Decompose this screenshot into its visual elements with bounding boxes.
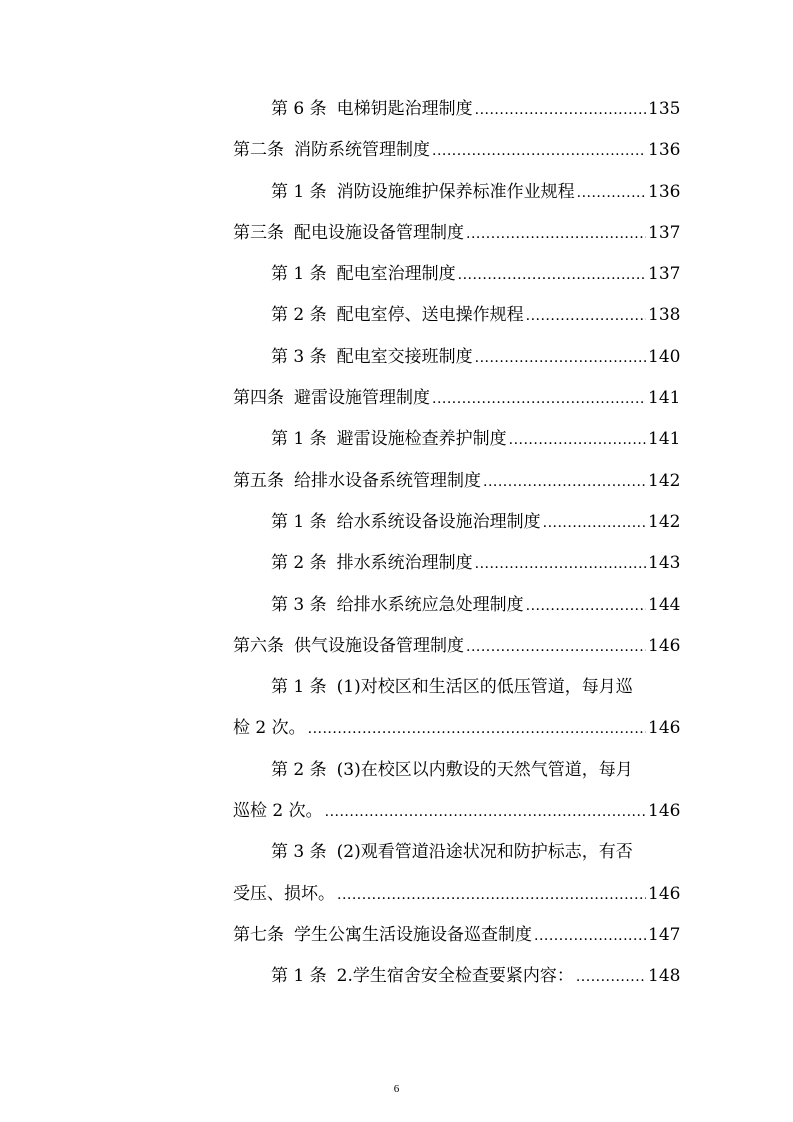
- toc-entry-continuation[interactable]: [233, 708, 681, 749]
- toc-entry-number: 第 2 条: [271, 553, 327, 574]
- toc-entry-page: 140: [648, 346, 681, 367]
- toc-entry-number: 第七条: [233, 924, 284, 945]
- toc-entry-number: 第 6 条: [271, 99, 327, 119]
- toc-entry[interactable]: [233, 130, 681, 171]
- toc-entry-number: 第 3 条: [271, 842, 327, 863]
- toc-entry-title: (2)观看管道沿途状况和防护标志，有否: [336, 842, 633, 863]
- toc-entry-page: 143: [648, 553, 681, 574]
- toc-entry-page: 146: [648, 718, 681, 739]
- dot-leader: [432, 131, 646, 172]
- page-number: 6: [393, 1083, 400, 1095]
- toc-entry-page: 141: [648, 429, 681, 450]
- toc-entry-title: 2.学生宿舍安全检查要紧内容：: [336, 966, 574, 987]
- toc-entry-number: 第 1 条: [271, 511, 327, 532]
- table-of-contents: [233, 89, 681, 998]
- toc-entry-first-line[interactable]: [233, 832, 675, 873]
- toc-entry-number: 第 1 条: [271, 181, 327, 202]
- toc-entry-continuation[interactable]: [233, 791, 681, 832]
- toc-entry-number: 第 1 条: [271, 429, 327, 450]
- toc-entry-page: 136: [648, 181, 681, 202]
- toc-entry-number: 第二条: [233, 140, 284, 161]
- dot-leader: [432, 379, 646, 420]
- toc-entry-title: 避雷设施管理制度: [294, 388, 430, 409]
- toc-entry-page: 144: [648, 594, 681, 615]
- toc-entry-number: 第五条: [233, 470, 284, 491]
- toc-entry-number: 第六条: [233, 635, 284, 656]
- dot-leader: [325, 792, 646, 833]
- toc-entry[interactable]: [233, 254, 681, 295]
- toc-entry[interactable]: [233, 213, 681, 254]
- toc-entry-page: 146: [648, 635, 681, 656]
- dot-leader: [337, 875, 646, 916]
- toc-entry[interactable]: [233, 543, 681, 584]
- toc-entry-page: 147: [648, 924, 681, 945]
- dot-leader: [577, 173, 646, 214]
- dot-leader: [543, 503, 646, 544]
- toc-entry-page: 136: [648, 140, 681, 161]
- toc-entry-page: 146: [648, 883, 681, 904]
- toc-entry-number: 第 3 条: [271, 346, 327, 367]
- dot-leader: [483, 462, 646, 503]
- toc-entry-page: 138: [648, 305, 681, 326]
- toc-entry-title: 消防设施维护保养标准作业规程: [336, 181, 575, 202]
- dot-leader: [526, 586, 646, 627]
- toc-entry-title: 配电室停、送电操作规程: [336, 305, 524, 326]
- toc-entry[interactable]: [233, 585, 681, 626]
- toc-entry-title: 排水系统治理制度: [336, 553, 473, 574]
- toc-entry-title: 电梯钥匙治理制度: [336, 99, 473, 119]
- toc-entry[interactable]: [233, 172, 681, 213]
- toc-entry[interactable]: [233, 461, 681, 502]
- toc-entry-number: 第 2 条: [271, 305, 327, 326]
- toc-entry-page: 142: [648, 511, 681, 532]
- toc-entry-title: 配电设施设备管理制度: [294, 222, 464, 243]
- toc-entry-title: 避雷设施检查养护制度: [336, 429, 507, 450]
- toc-entry-number: 第四条: [233, 388, 284, 409]
- toc-entry-title-continued: 检 2 次。: [233, 718, 306, 739]
- toc-entry-number: 第三条: [233, 222, 284, 243]
- toc-entry[interactable]: [233, 89, 681, 130]
- toc-entry-title-continued: 受压、损坏。: [233, 883, 335, 904]
- toc-entry-number: 第 2 条: [271, 759, 327, 780]
- toc-entry-page: 148: [648, 966, 681, 987]
- toc-entry[interactable]: [233, 337, 681, 378]
- toc-entry-title: (3)在校区以内敷设的天然气管道，每月: [336, 759, 633, 780]
- toc-entry[interactable]: [233, 295, 681, 336]
- toc-entry-number: 第 1 条: [271, 966, 327, 987]
- dot-leader: [526, 296, 646, 337]
- toc-entry-title: 学生公寓生活设施设备巡查制度: [294, 924, 532, 945]
- toc-entry[interactable]: [233, 502, 681, 543]
- dot-leader: [475, 544, 646, 585]
- toc-entry-page: 137: [648, 222, 681, 243]
- toc-entry-title-continued: 巡检 2 次。: [233, 801, 323, 822]
- dot-leader: [509, 420, 646, 461]
- toc-entry[interactable]: [233, 956, 681, 997]
- toc-entry-title: 给排水设备系统管理制度: [294, 470, 481, 491]
- dot-leader: [576, 957, 646, 998]
- toc-entry-title: (1)对校区和生活区的低压管道，每月巡: [336, 677, 633, 698]
- dot-leader: [466, 627, 646, 668]
- toc-entry[interactable]: [233, 378, 681, 419]
- dot-leader: [475, 90, 646, 131]
- toc-entry-title: 给水系统设备设施治理制度: [336, 511, 541, 532]
- toc-entry-page: 142: [648, 470, 681, 491]
- toc-entry[interactable]: [233, 915, 681, 956]
- dot-leader: [466, 214, 646, 255]
- dot-leader: [308, 709, 646, 750]
- toc-entry-page: 146: [648, 801, 681, 822]
- dot-leader: [475, 338, 646, 379]
- toc-entry-number: 第 3 条: [271, 594, 327, 615]
- toc-entry-title: 配电室交接班制度: [336, 346, 473, 367]
- toc-entry-title: 供气设施设备管理制度: [294, 635, 464, 656]
- toc-entry[interactable]: [233, 626, 681, 667]
- dot-leader: [534, 916, 646, 957]
- toc-entry[interactable]: [233, 419, 681, 460]
- toc-entry-page: 135: [648, 99, 681, 119]
- toc-entry-page: 141: [648, 388, 681, 409]
- toc-entry-title: 消防系统管理制度: [294, 140, 430, 161]
- toc-entry-continuation[interactable]: [233, 874, 681, 915]
- toc-entry-page: 137: [648, 264, 681, 285]
- toc-entry-number: 第 1 条: [271, 264, 327, 285]
- toc-entry-number: 第 1 条: [271, 677, 327, 698]
- toc-entry-first-line[interactable]: [233, 667, 675, 708]
- toc-entry-title: 给排水系统应急处理制度: [336, 594, 524, 615]
- dot-leader: [458, 255, 646, 296]
- toc-entry-title: 配电室治理制度: [336, 264, 456, 285]
- toc-entry-first-line[interactable]: [233, 750, 675, 791]
